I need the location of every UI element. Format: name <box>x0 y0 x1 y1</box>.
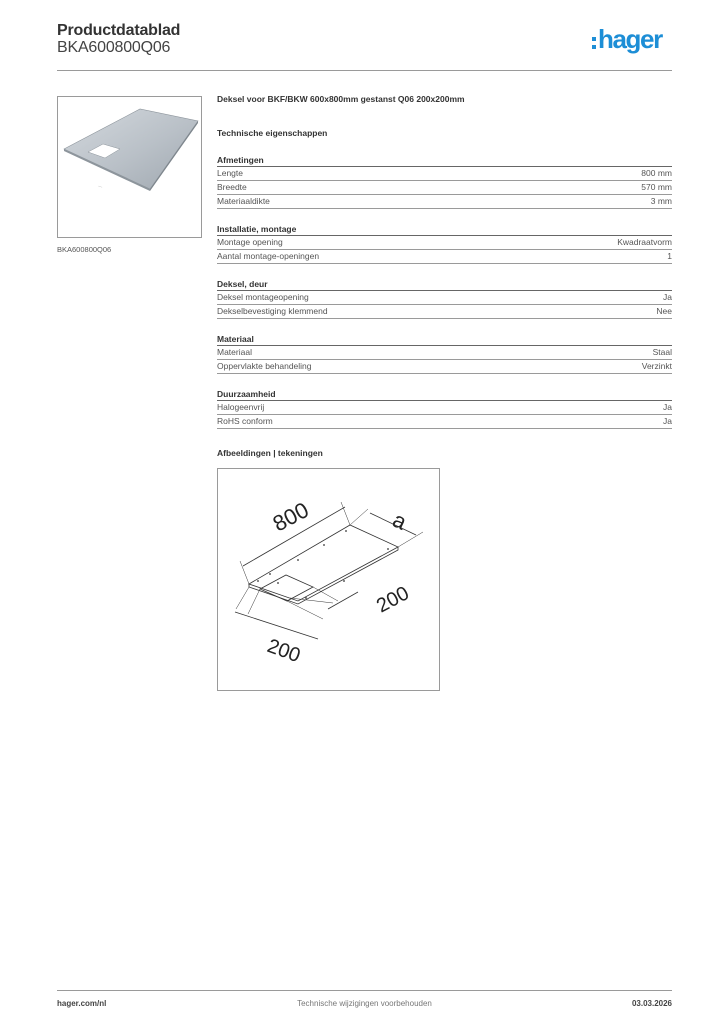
logo-dot-bottom <box>592 45 596 49</box>
footer-website: hager.com/nl <box>57 999 107 1008</box>
spec-label: Halogeenvrij <box>217 402 265 412</box>
footer-disclaimer: Technische wijzigingen voorbehouden <box>297 999 432 1008</box>
spec-group-cover-door <box>217 278 672 319</box>
spec-row <box>217 236 672 250</box>
svg-text:—: — <box>97 183 104 190</box>
spec-row <box>217 181 672 195</box>
cover-plate-image <box>58 97 201 237</box>
logo-text: hager <box>598 24 662 54</box>
spec-label: Deksel montageopening <box>217 292 309 302</box>
spec-row <box>217 346 672 360</box>
spec-value: Ja <box>663 292 672 302</box>
dim-line-front <box>235 612 318 639</box>
spec-label: Materiaaldikte <box>217 196 270 206</box>
spec-group-sustainability <box>217 388 672 429</box>
spec-row <box>217 195 672 209</box>
drawings-heading: Afbeeldingen | tekeningen <box>217 448 323 458</box>
footer-date: 03.03.2026 <box>631 999 672 1008</box>
spec-row <box>217 250 672 264</box>
spec-label: RoHS conform <box>217 416 273 426</box>
plate-outline <box>249 525 398 601</box>
doc-title: Productdatablad <box>57 22 181 39</box>
technical-drawing <box>217 468 440 691</box>
spec-value: 570 mm <box>641 182 672 192</box>
spec-label: Materiaal <box>217 347 252 357</box>
dim-label-front: 200 <box>264 635 304 668</box>
dim-line-side <box>328 592 358 609</box>
spec-label: Aantal montage-openingen <box>217 251 320 261</box>
spec-group-title: Deksel, deur <box>217 278 672 291</box>
spec-group-dimensions <box>217 154 672 209</box>
spec-label: Lengte <box>217 168 243 178</box>
spec-group-title: Afmetingen <box>217 154 672 167</box>
spec-group-installation <box>217 223 672 264</box>
spec-row <box>217 401 672 415</box>
spec-value: Verzinkt <box>641 361 672 371</box>
spec-value: Ja <box>663 402 672 412</box>
spec-value: Staal <box>652 347 672 357</box>
spec-group-title: Duurzaamheid <box>217 388 672 401</box>
photo-caption: BKA600800Q06 <box>57 245 112 254</box>
spec-label: Montage opening <box>217 237 283 247</box>
product-photo <box>57 96 202 238</box>
product-title: Deksel voor BKF/BKW 600x800mm gestanst Q06 200x200mm <box>217 94 465 104</box>
plate-edge <box>249 547 398 604</box>
spec-value: 1 <box>667 251 672 261</box>
doc-product-code: BKA600800Q06 <box>57 39 171 56</box>
spec-label: Breedte <box>217 182 247 192</box>
page-header <box>57 22 672 71</box>
dim-label-length: 800 <box>268 497 313 537</box>
spec-group-material <box>217 333 672 374</box>
spec-label: Oppervlakte behandeling <box>217 361 312 371</box>
page-footer <box>57 990 672 1021</box>
spec-value: 3 mm <box>650 196 672 206</box>
spec-value: 800 mm <box>641 168 672 178</box>
spec-value: Kwadraatvorm <box>617 237 672 247</box>
product-specs <box>217 94 672 429</box>
dim-label-a: a <box>388 506 411 535</box>
spec-label: Dekselbevestiging klemmend <box>217 306 328 316</box>
spec-value: Nee <box>656 306 672 316</box>
dim-label-side: 200 <box>373 582 413 618</box>
spec-group-title: Materiaal <box>217 333 672 346</box>
dimension-drawing <box>218 469 439 690</box>
spec-row <box>217 415 672 429</box>
spec-row <box>217 360 672 374</box>
spec-group-title: Installatie, montage <box>217 223 672 236</box>
hager-logo <box>592 26 672 56</box>
spec-row <box>217 305 672 319</box>
tech-properties-heading: Technische eigenschappen <box>217 128 328 138</box>
spec-value: Ja <box>663 416 672 426</box>
spec-row <box>217 291 672 305</box>
logo-dot-top <box>592 37 596 41</box>
spec-row <box>217 167 672 181</box>
